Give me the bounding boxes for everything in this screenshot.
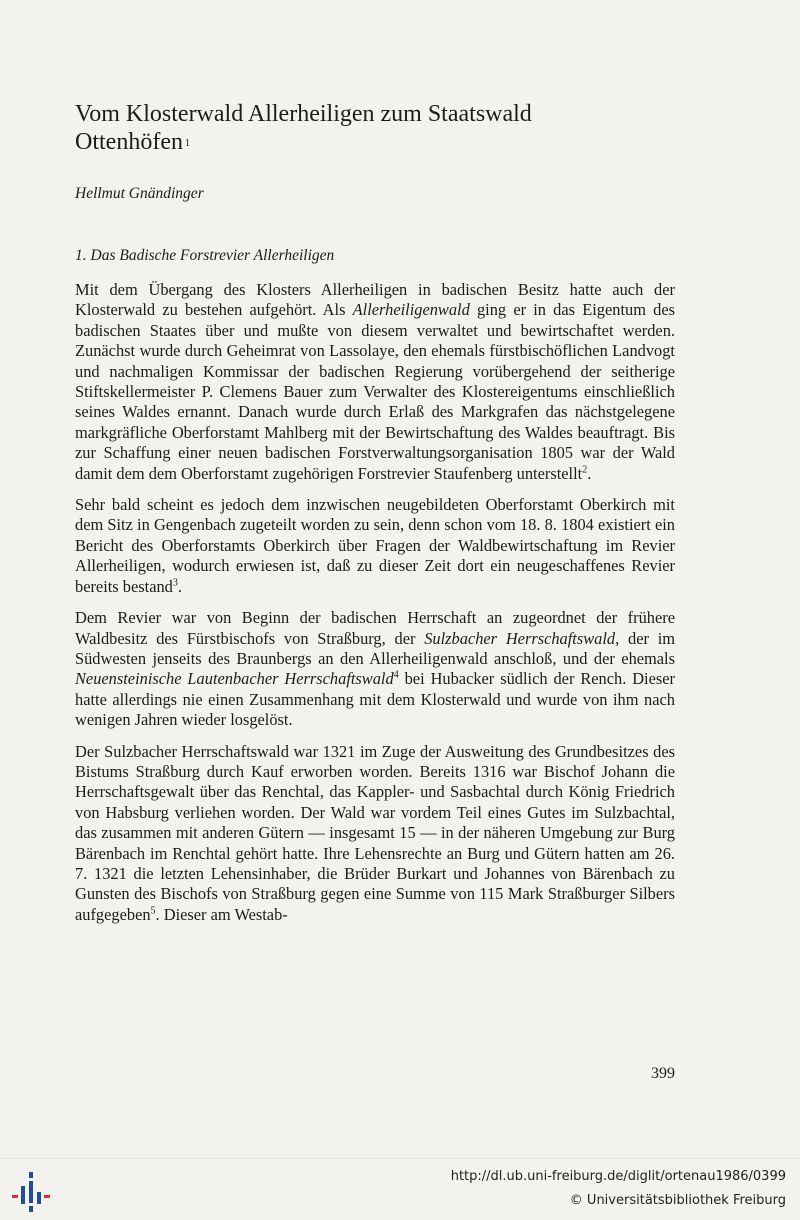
paragraph-text: Sehr bald scheint es jedoch dem inzwischen neugebildeten Oberforstamt Oberkirch mit dem Sitz in Gengenbach zugeteilt worden zu sein, denn schon vom 18. 8. 1804 existiert ein Bericht des Oberforstamts Oberkirch über Fragen der Waldbewirtschaftung im Revier Allerheiligen, wodurch erwiesen ist, daß zu dieser Zeit dort ein neugeschaffenes Revier bereits bestand [75, 495, 675, 596]
paragraph-text: bei Hubacker südlich der Rench. Dieser hatte allerdings nie einen Zusammenhang mit dem Klosterwald und wurde von ihm nach wenigen Jahren wieder losgelöst. [75, 669, 675, 730]
article-title [75, 100, 635, 156]
paragraph-text: . [177, 576, 182, 596]
footer-divider [0, 1158, 800, 1159]
footnote-marker: 5 [150, 905, 156, 917]
paragraph-text: . [587, 463, 592, 483]
body-paragraph [75, 280, 675, 484]
italic-text: Neuensteinische Lautenbacher Herrschaftswald [75, 669, 394, 689]
paragraph-text: der im Südwesten jenseits des Braunbergs an den Allerheiligenwald anschloß, und der ehemals [75, 628, 676, 668]
italic-text: Sulzbacher Herrschaftswald, [424, 628, 620, 648]
section-heading: 1. Das Badische Forstrevier Allerheiligen [75, 247, 335, 264]
body-text [75, 280, 675, 936]
paragraph-text: . Dieser am Westab- [155, 904, 288, 924]
footnote-marker: 2 [582, 464, 588, 476]
library-logo-icon [10, 1170, 54, 1214]
source-url-link[interactable]: http://dl.ub.uni-freiburg.de/diglit/ortenau1986/0399 [450, 1169, 786, 1184]
body-paragraph [75, 608, 675, 730]
paragraph-text: Der Sulzbacher Herrschaftswald war 1321 im Zuge der Ausweitung des Grundbesitzes des Bistums Straßburg durch Kauf erworben worden. Bereits 1316 war Bischof Johann die Herrschaftsgewalt über das Renchtal, das Kappler- und Sasbachtal durch König Friedrich von Habsburg verliehen worden. Der Wald war vordem Teil eines Gutes im Sulzbachtal, das zusammen mit anderen Gütern — insgesamt 15 — in der näheren Umgebung zur Burg Bärenbach im Renchtal gehört hatte. Ihre Lehensrechte an Burg und Gütern hatten am 26. 7. 1321 die letzten Lehensinhaber, die Brüder Burkart und Johannes von Bärenbach zu Gunsten des Bischofs von Straßburg gegen eine Summe von 115 Mark Straßburger Silbers aufgegeben [75, 741, 675, 924]
footnote-marker: 4 [393, 669, 399, 681]
body-paragraph [75, 495, 675, 597]
article-title-text: Vom Klosterwald Allerheiligen zum Staatswald Ottenhöfen [75, 101, 532, 155]
body-paragraph [75, 742, 675, 926]
paragraph-text: ging er in das Eigentum des badischen Staates über und mußte von diesem verwaltet und bewirtschaftet werden. Zunächst wurde durch Geheimrat von Lassolaye, den ehemals fürstbischöflichen Landvogt und nachmaligen Kommissar der badischen Regierung vorübergehend der seitherige Stiftskellermeister P. Clemens Bauer zum Verwalter des Klostereigentums einschließlich seines Waldes ernannt. Danach wurde durch Erlaß des Markgrafen das nächstgelegene markgräfliche Oberforstamt Mahlberg mit der Bewirtschaftung des Waldes beauftragt. Bis zur Schaffung einer neuen badischen Forstverwaltungsorganisation 1805 war der Wald damit dem dem Oberforstamt zugehörigen Forstrevier Staufenberg unterstellt [75, 300, 675, 483]
author-name: Hellmut Gnändinger [75, 185, 204, 202]
paragraph-text: Mit dem Übergang des Klosters Allerheiligen in badischen Besitz hatte auch der Klosterwald zu bestehen aufgehört. Als [75, 280, 675, 320]
italic-text: Allerheiligenwald [352, 300, 470, 320]
copyright-notice: © Universitätsbibliothek Freiburg [569, 1193, 786, 1208]
title-footnote-marker: 1 [184, 138, 190, 149]
paragraph-text: Dem Revier war von Beginn der badischen Herrschaft an zugeordnet der frühere Waldbesitz des Fürstbischofs von Straßburg, der [75, 608, 675, 648]
footnote-marker: 3 [172, 577, 178, 589]
page-number: 399 [651, 1065, 675, 1082]
